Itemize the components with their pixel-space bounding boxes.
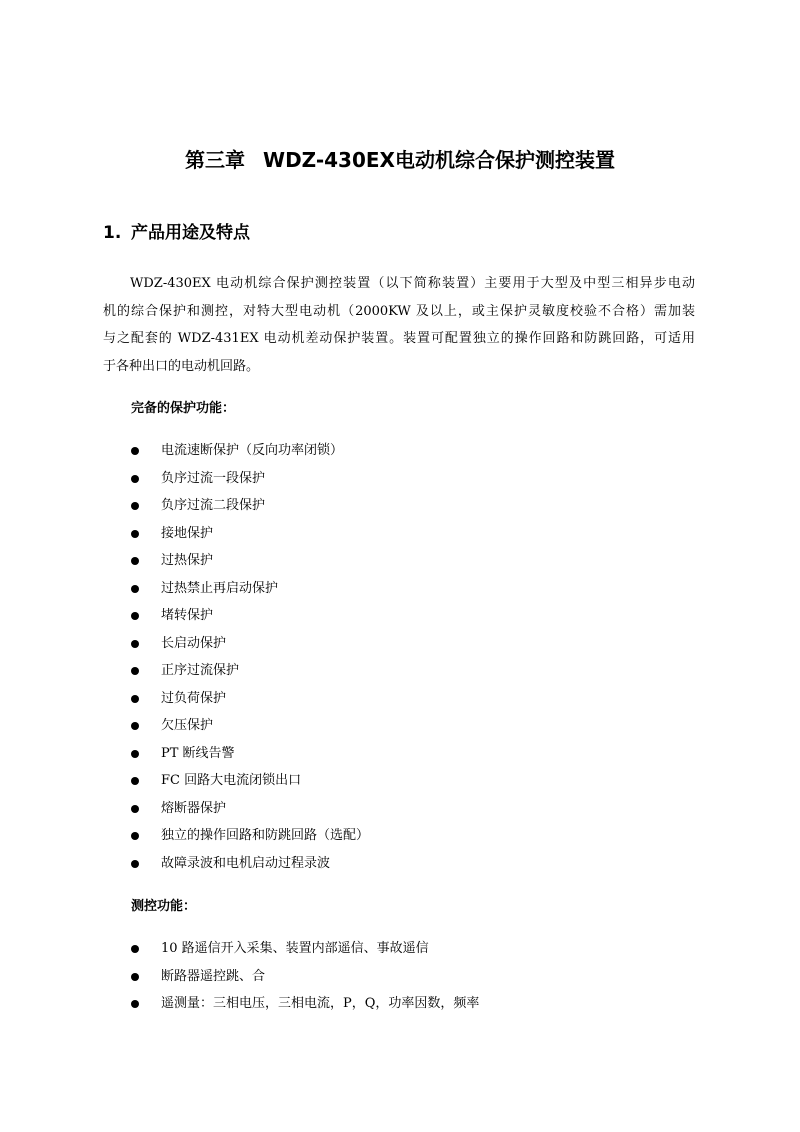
bullet-icon (131, 1000, 139, 1008)
bullet-icon (131, 612, 139, 620)
bullet-icon (131, 805, 139, 813)
bullet-icon (131, 530, 139, 538)
bullet-icon (131, 722, 139, 730)
intro-paragraph (103, 270, 695, 380)
chapter-number: 第三章 (185, 148, 246, 172)
document-page: 第三章 WDZ-430EX电动机综合保护测控装置 1. 产品用途及特点 WDZ-430EX 电动机综合保护测控装置（以下简称装置）主要用于大型及中型三相异步电动 机的综合保护和测控，对特大型电动机（2000KW 及以上，或主保护灵敏度校验不合格）需加装 与之配套的 WDZ-431EX 电动机差动保护装置。装置可配置独立的操作回路和防跳回路，可适用 于各种出口的电动机回路。 完备的保护功能： 电流速断保护（反向功率闭锁） 负序过流一段保护 负序过流二段保护 接地保护 过热保护 过热禁止再启动保护 堵转保护 长启动保护 正序过流保护 过负荷保护 欠压保护 PT 断线告警 FC 回路大电流闭锁出口 熔断器保护 独立的操作回路和防跳回路（选配） 故障录波和电机启动过程录波 测控功能： 10 路遥信开入采集、装置内部遥信、事故遥信 断路器遥控跳、合 遥测量：三相电压，三相电流，P，Q，功率因数，频率 (0, 0, 800, 1132)
intro-line: 机的综合保护和测控，对特大型电动机（2000KW 及以上，或主保护灵敏度校验不合格）需加装 (103, 303, 695, 319)
bullet-icon (131, 832, 139, 840)
protection-heading: 完备的保护功能： (131, 401, 236, 416)
chapter-title-text: WDZ-430EX电动机综合保护测控装置 (263, 148, 615, 172)
bullet-icon (131, 973, 139, 981)
section-number: 1. (103, 223, 122, 243)
intro-line: 与之配套的 WDZ-431EX 电动机差动保护装置。装置可配置独立的操作回路和防跳回路，可适用 (103, 331, 695, 346)
bullet-icon (131, 475, 139, 483)
intro-line: 于各种出口的电动机回路。 (103, 358, 260, 374)
bullet-icon (131, 585, 139, 593)
section-title: 产品用途及特点 (131, 223, 250, 243)
bullet-icon (131, 695, 139, 703)
chapter-title (0, 145, 800, 175)
section-heading (103, 220, 250, 246)
bullet-icon (131, 447, 139, 455)
bullet-icon (131, 640, 139, 648)
intro-line: WDZ-430EX 电动机综合保护测控装置（以下简称装置）主要用于大型及中型三相异步电动 (130, 276, 695, 291)
bullet-icon (131, 860, 139, 868)
bullet-icon (131, 777, 139, 785)
bullet-icon (131, 667, 139, 675)
measurement-heading: 测控功能： (131, 899, 197, 914)
bullet-icon (131, 557, 139, 565)
bullet-icon (131, 502, 139, 510)
bullet-icon (131, 945, 139, 953)
bullet-icon (131, 750, 139, 758)
